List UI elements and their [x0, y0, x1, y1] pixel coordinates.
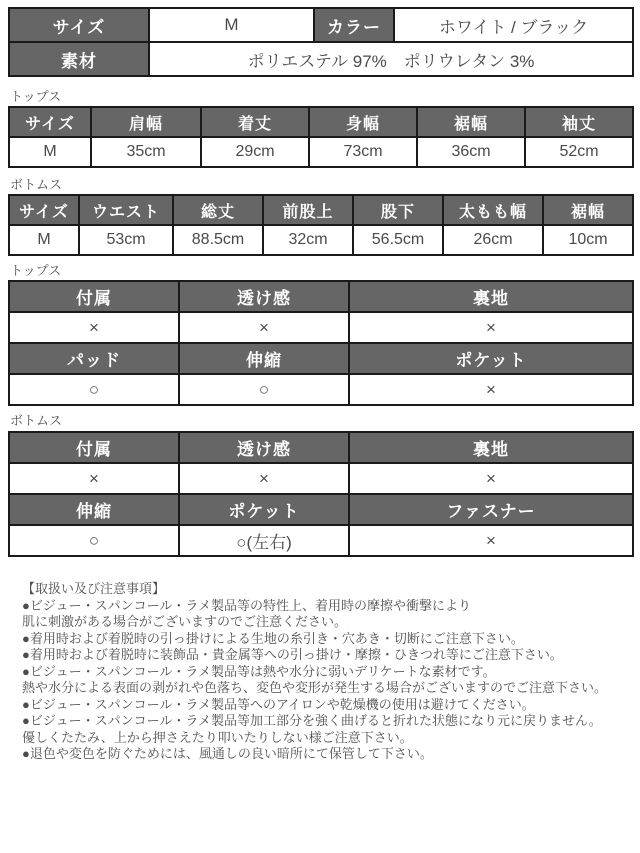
feature-value-cell: × — [179, 463, 349, 494]
feature-value-cell: ○(左右) — [179, 525, 349, 556]
measurement-cell: 32cm — [263, 225, 353, 255]
feature-header: 裏地 — [349, 432, 633, 463]
tops-features-label: トップス — [10, 263, 62, 278]
measurement-cell: 88.5cm — [173, 225, 263, 255]
feature-header: 伸縮 — [9, 494, 179, 525]
material-value-cell: ポリエステル 97% ポリウレタン 3% — [149, 42, 633, 76]
measurement-cell: 73cm — [309, 137, 417, 167]
measurement-cell: 26cm — [443, 225, 543, 255]
measurement-cell: 35cm — [91, 137, 201, 167]
size-value-cell: M — [149, 8, 314, 42]
table-row — [9, 525, 633, 556]
size-header-cell: サイズ — [9, 8, 149, 42]
bottoms-measurements-label: ボトムス — [10, 177, 63, 192]
table-row — [9, 463, 633, 494]
table-row — [9, 374, 633, 405]
table-header-row — [9, 432, 633, 463]
table-header-row — [9, 195, 633, 225]
measurement-cell: 52cm — [525, 137, 633, 167]
tops-features-table — [8, 280, 634, 406]
feature-header: 付属 — [9, 432, 179, 463]
measurement-cell: M — [9, 225, 79, 255]
feature-header: パッド — [9, 343, 179, 374]
feature-header: ポケット — [349, 343, 633, 374]
measurement-cell: 56.5cm — [353, 225, 443, 255]
feature-header: ポケット — [179, 494, 349, 525]
table-row — [9, 225, 633, 255]
column-header: 前股上 — [263, 195, 353, 225]
table-header-row — [9, 343, 633, 374]
bottoms-features-label: ボトムス — [10, 413, 63, 428]
care-note-line: ●着用時および着脱時の引っ掛けによる生地の糸引き・穴あき・切断にご注意下さい。 — [22, 630, 524, 646]
spec-table — [8, 7, 634, 77]
column-header: 肩幅 — [91, 107, 201, 137]
care-notes — [22, 581, 632, 763]
column-header: ウエスト — [79, 195, 173, 225]
column-header: 袖丈 — [525, 107, 633, 137]
table-header-row — [9, 107, 633, 137]
feature-value-cell: ○ — [9, 525, 179, 556]
material-header-cell: 素材 — [9, 42, 149, 76]
care-note-line: 熱や水分による表面の剥がれや色落ち、変色や変形が発生する場合がございますのでご注意下さい。 — [22, 680, 608, 695]
table-row — [9, 137, 633, 167]
measurement-cell: 10cm — [543, 225, 633, 255]
bottoms-features-table — [8, 431, 634, 557]
measurement-cell: 29cm — [201, 137, 309, 167]
column-header: サイズ — [9, 195, 79, 225]
column-header: 裾幅 — [543, 195, 633, 225]
feature-value-cell: × — [9, 312, 179, 343]
table-row — [9, 312, 633, 343]
care-note-line: ●ビジュー・スパンコール・ラメ製品等は熱や水分に弱いデリケートな素材です。 — [22, 663, 496, 679]
feature-value-cell: × — [349, 374, 633, 405]
tops-measurements-label: トップス — [10, 89, 62, 104]
feature-header: 透け感 — [179, 432, 349, 463]
color-header-cell: カラー — [314, 8, 394, 42]
column-header: 太もも幅 — [443, 195, 543, 225]
care-note-line: ●ビジュー・スパンコール・ラメ製品等の特性上、着用時の摩擦や衝撃により — [22, 597, 471, 613]
care-note-line: ●退色や変色を防ぐためには、風通しの良い暗所にて保管して下さい。 — [22, 746, 433, 761]
feature-value-cell: ○ — [9, 374, 179, 405]
feature-value-cell: ○ — [179, 374, 349, 405]
feature-value-cell: × — [179, 312, 349, 343]
care-note-line: ●ビジュー・スパンコール・ラメ製品等へのアイロンや乾燥機の使用は避けてください。 — [22, 696, 535, 712]
care-note-line: 肌に刺激がある場合がございますのでご注意ください。 — [22, 614, 348, 629]
column-header: 裾幅 — [417, 107, 525, 137]
care-notes-title: 【取扱い及び注意事項】 — [22, 581, 166, 596]
care-note-line: 優しくたたみ、上から押さえたり叩いたりしない様ご注意下さい。 — [22, 729, 413, 745]
measurement-cell: 36cm — [417, 137, 525, 167]
feature-value-cell: × — [9, 463, 179, 494]
feature-header: ファスナー — [349, 494, 633, 525]
table-header-row — [9, 494, 633, 525]
color-value-cell: ホワイト / ブラック — [394, 8, 633, 42]
column-header: 総丈 — [173, 195, 263, 225]
column-header: 着丈 — [201, 107, 309, 137]
feature-header: 伸縮 — [179, 343, 349, 374]
column-header: 股下 — [353, 195, 443, 225]
care-note-line: ●着用時および着脱時に装飾品・貴金属等への引っ掛け・摩擦・ひきつれ等にご注意下さい。 — [22, 647, 563, 662]
feature-header: 付属 — [9, 281, 179, 312]
column-header: サイズ — [9, 107, 91, 137]
tops-measurements-table — [8, 106, 634, 168]
feature-header: 裏地 — [349, 281, 633, 312]
feature-value-cell: × — [349, 312, 633, 343]
feature-header: 透け感 — [179, 281, 349, 312]
measurement-cell: 53cm — [79, 225, 173, 255]
column-header: 身幅 — [309, 107, 417, 137]
care-note-line: ●ビジュー・スパンコール・ラメ製品等加工部分を強く曲げると折れた状態になり元に戻りません。 — [22, 713, 602, 728]
table-header-row — [9, 281, 633, 312]
feature-value-cell: × — [349, 463, 633, 494]
feature-value-cell: × — [349, 525, 633, 556]
measurement-cell: M — [9, 137, 91, 167]
bottoms-measurements-table — [8, 194, 634, 256]
